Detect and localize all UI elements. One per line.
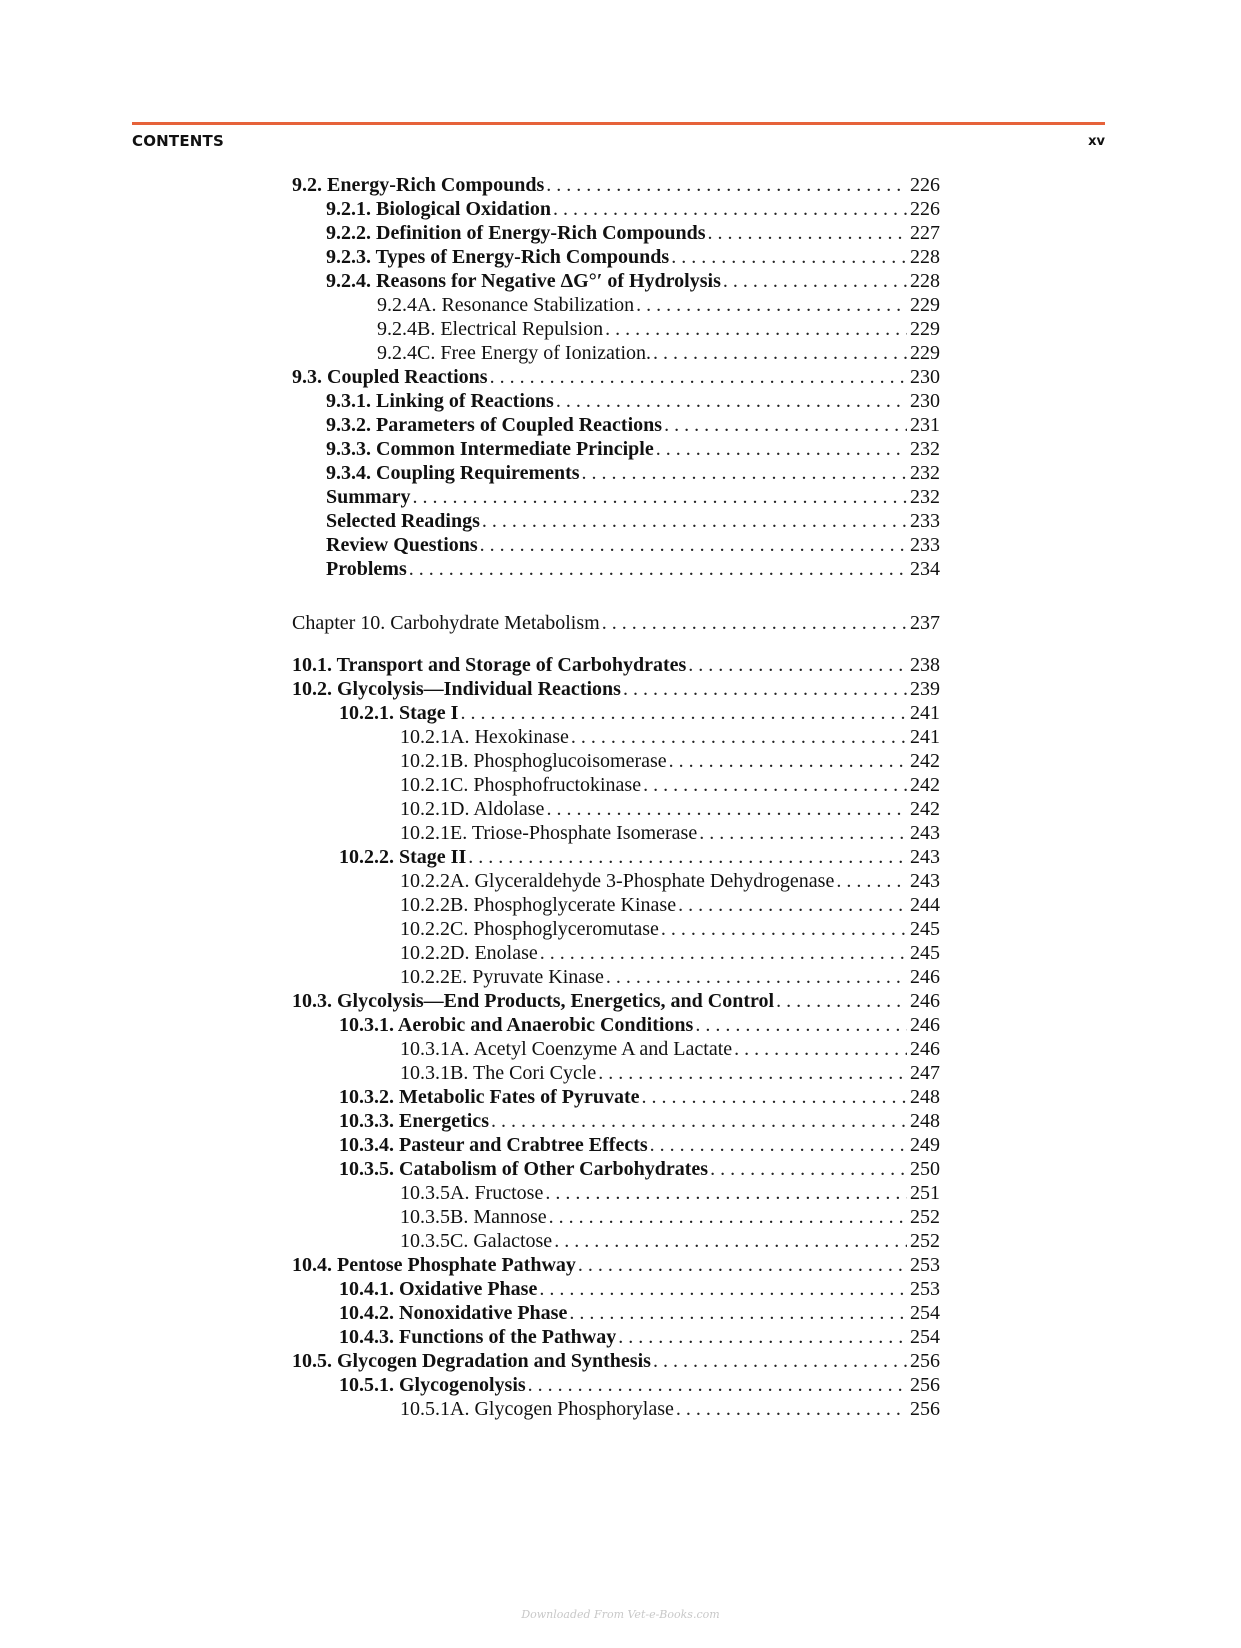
toc-entry-title: 9.3.2. Parameters of Coupled Reactions [326,414,663,436]
toc-entry-title: 10.2.1A. Hexokinase [400,726,569,748]
dot-leader [734,1036,907,1062]
dot-leader [676,1396,907,1422]
dot-leader [480,532,907,558]
toc-entry-title: 10.3.5B. Mannose [400,1206,547,1228]
toc-entry-page: 233 [910,510,940,532]
toc-entry-page: 239 [910,678,940,700]
dot-leader [571,724,907,750]
dot-leader [545,1180,907,1206]
toc-entry [339,1372,940,1398]
toc-entry-title: 10.3.2. Metabolic Fates of Pyruvate [339,1086,640,1108]
toc-entry-page: 227 [910,222,940,244]
toc-entry-title: 10.3.1B. The Cori Cycle [400,1062,597,1084]
toc-entry-title: 9.3.4. Coupling Requirements [326,462,580,484]
dot-leader [836,868,907,894]
toc-entry [326,196,940,222]
toc-entry-title: 9.3.3. Common Intermediate Principle [326,438,654,460]
dot-leader [490,364,907,390]
toc-entry [292,1348,940,1374]
toc-entry-page: 233 [910,534,940,556]
toc-entry [326,220,940,246]
toc-entry [339,1324,940,1350]
toc-entry-title: 10.4. Pentose Phosphate Pathway [292,1254,576,1276]
toc-entry-page: 241 [910,726,940,748]
toc-entry-page: 226 [910,174,940,196]
toc-entry [339,844,940,870]
toc-entry-title: 10.3.5. Catabolism of Other Carbohydrates [339,1158,709,1180]
toc-entry [292,610,940,636]
dot-leader [556,388,907,414]
toc-entry-page: 246 [910,1038,940,1060]
toc-entry-title: 10.5. Glycogen Degradation and Synthesis [292,1350,651,1372]
toc-entry-title: Summary [326,486,411,508]
toc-entry-page: 232 [910,486,940,508]
toc-entry-page: 228 [910,246,940,268]
toc-entry-page: 251 [910,1182,940,1204]
dot-leader [618,1324,907,1350]
toc-entry-title: 10.2.1B. Phosphoglucoisomerase [400,750,667,772]
toc-entry [339,1300,940,1326]
toc-entry [400,1036,940,1062]
toc-entry-page: 254 [910,1326,940,1348]
dot-leader [653,1348,907,1374]
dot-leader [409,556,907,582]
toc-entry [400,820,940,846]
toc-entry-page: 241 [910,702,940,724]
toc-entry [377,340,940,366]
toc-entry-title: 9.2. Energy-Rich Compounds [292,174,545,196]
dot-leader [669,748,907,774]
toc-entry-title: 10.3. Glycolysis—End Products, Energetics, and Control [292,990,775,1012]
toc-entry [326,556,940,582]
dot-leader [602,610,907,636]
toc-entry-page: 246 [910,1014,940,1036]
dot-leader [460,700,907,726]
dot-leader [546,172,907,198]
dot-leader [553,196,907,222]
toc-entry-page: 243 [910,846,940,868]
toc-entry-title: 9.3. Coupled Reactions [292,366,488,388]
dot-leader [710,1156,907,1182]
toc-entry-title: 10.2.2E. Pyruvate Kinase [400,966,604,988]
toc-entry-title: 9.3.1. Linking of Reactions [326,390,554,412]
toc-entry-title: 10.2.2A. Glyceraldehyde 3-Phosphate Dehydrogenase [400,870,835,892]
toc-entry-title: 10.5.1. Glycogenolysis [339,1374,526,1396]
toc-entry [339,700,940,726]
toc-entry-page: 249 [910,1134,940,1156]
dot-leader [664,412,907,438]
toc-entry-title: 10.3.1. Aerobic and Anaerobic Conditions [339,1014,694,1036]
toc-entry [400,1396,940,1422]
dot-leader [468,844,907,870]
toc-entry [292,172,940,198]
dot-leader [482,508,907,534]
toc-entry-title: 10.2.1E. Triose-Phosphate Isomerase [400,822,698,844]
toc-entry-page: 231 [910,414,940,436]
dot-leader [539,1276,907,1302]
toc-entry-page: 254 [910,1302,940,1324]
watermark: Downloaded From Vet-e-Books.com [521,1608,720,1621]
toc-entry-page: 253 [910,1278,940,1300]
running-head: CONTENTS [132,132,224,150]
toc-entry [326,436,940,462]
toc-entry [400,724,940,750]
dot-leader [661,916,907,942]
dot-leader [528,1372,907,1398]
toc-entry-title: 10.2. Glycolysis—Individual Reactions [292,678,621,700]
toc-entry-page: 243 [910,822,940,844]
toc-entry-page: 234 [910,558,940,580]
toc-entry-page: 229 [910,294,940,316]
dot-leader [723,268,907,294]
dot-leader [605,316,907,342]
dot-leader [606,964,907,990]
toc-entry-title: 9.2.1. Biological Oxidation [326,198,552,220]
toc-entry [292,652,940,678]
toc-entry [326,412,940,438]
toc-entry-page: 246 [910,990,940,1012]
dot-leader [707,220,907,246]
toc-entry-title: 10.4.3. Functions of the Pathway [339,1326,617,1348]
toc-entry-page: 229 [910,318,940,340]
toc-entry [326,508,940,534]
toc-entry-page: 230 [910,390,940,412]
toc-entry-title: 10.2.2C. Phosphoglyceromutase [400,918,659,940]
toc-entry-title: 10.3.5A. Fructose [400,1182,544,1204]
toc-entry-page: 248 [910,1086,940,1108]
dot-leader [643,772,907,798]
toc-entry [400,1204,940,1230]
toc-entry [400,1180,940,1206]
toc-entry [326,244,940,270]
toc-entry-page: 229 [910,342,940,364]
toc-entry-page: 230 [910,366,940,388]
toc-entry-title: 10.1. Transport and Storage of Carbohydrates [292,654,687,676]
toc-entry [400,748,940,774]
toc-entry [400,916,940,942]
toc-entry-page: 242 [910,750,940,772]
dot-leader [491,1108,907,1134]
toc-entry-page: 247 [910,1062,940,1084]
toc-entry-title: 10.5.1A. Glycogen Phosphorylase [400,1398,674,1420]
dot-leader [549,1204,907,1230]
page-number: xv [1088,134,1105,149]
toc-entry-page: 256 [910,1350,940,1372]
toc-entry-title: 10.2.1D. Aldolase [400,798,545,820]
toc-entry-title: 10.3.3. Energetics [339,1110,489,1132]
toc-entry [326,484,940,510]
dot-leader [641,1084,907,1110]
toc-entry [400,892,940,918]
dot-leader [569,1300,907,1326]
toc-entry-title: 9.2.4. Reasons for Negative ΔG°′ of Hydrolysis [326,270,721,292]
toc-entry [400,1228,940,1254]
dot-leader [699,820,907,846]
dot-leader [540,940,907,966]
dot-leader [656,436,907,462]
toc-entry-title: 10.2.1. Stage I [339,702,459,724]
toc-entry-title: 10.4.1. Oxidative Phase [339,1278,538,1300]
dot-leader [678,892,907,918]
dot-leader [578,1252,907,1278]
dot-leader [695,1012,907,1038]
toc-entry [326,460,940,486]
toc-entry [292,364,940,390]
toc-entry-title: Problems [326,558,407,580]
toc-entry [339,1156,940,1182]
toc-entry [326,268,940,294]
toc-entry-page: 228 [910,270,940,292]
dot-leader [582,460,907,486]
toc-entry [339,1132,940,1158]
toc-entry-page: 238 [910,654,940,676]
toc-entry-page: 242 [910,774,940,796]
toc-entry-page: 245 [910,918,940,940]
toc-entry-title: Chapter 10. Carbohydrate Metabolism [292,612,600,634]
toc-entry [292,988,940,1014]
toc-entry [326,532,940,558]
toc-entry-page: 237 [910,612,940,634]
toc-entry-title: 10.3.5C. Galactose [400,1230,553,1252]
toc-entry-title: 9.2.4A. Resonance Stabilization [377,294,635,316]
dot-leader [650,1132,907,1158]
toc-entry-page: 226 [910,198,940,220]
toc-entry-page: 232 [910,438,940,460]
toc-entry-page: 244 [910,894,940,916]
toc-entry-page: 242 [910,798,940,820]
dot-leader [636,292,907,318]
toc-entry-page: 250 [910,1158,940,1180]
toc-entry-page: 243 [910,870,940,892]
dot-leader [546,796,907,822]
toc-entry [326,388,940,414]
toc-entry-page: 246 [910,966,940,988]
toc-entry [400,868,940,894]
dot-leader [623,676,907,702]
toc-entry-title: 9.2.4C. Free Energy of Ionization. [377,342,652,364]
toc-entry [339,1084,940,1110]
toc-entry [400,796,940,822]
toc-entry [400,772,940,798]
toc-entry-title: 10.2.2B. Phosphoglycerate Kinase [400,894,677,916]
toc-entry-title: 10.3.1A. Acetyl Coenzyme A and Lactate [400,1038,733,1060]
toc-entry-title: 10.3.4. Pasteur and Crabtree Effects [339,1134,648,1156]
toc-entry-page: 248 [910,1110,940,1132]
toc-entry [377,292,940,318]
toc-entry-title: 10.4.2. Nonoxidative Phase [339,1302,568,1324]
toc-entry-title: Selected Readings [326,510,480,532]
toc-entry [400,940,940,966]
toc-entry-title: 9.2.2. Definition of Energy-Rich Compounds [326,222,706,244]
toc-entry [400,964,940,990]
toc-entry [292,676,940,702]
toc-entry-page: 256 [910,1398,940,1420]
toc-entry-page: 256 [910,1374,940,1396]
dot-leader [688,652,907,678]
toc-entry-page: 245 [910,942,940,964]
dot-leader [653,340,907,366]
toc-entry [339,1012,940,1038]
toc-entry-title: Review Questions [326,534,478,556]
dot-leader [412,484,907,510]
dot-leader [598,1060,907,1086]
toc-entry-title: 9.2.4B. Electrical Repulsion [377,318,604,340]
toc-entry [292,1252,940,1278]
toc-entry-title: 10.2.2D. Enolase [400,942,538,964]
dot-leader [671,244,907,270]
toc-entry-page: 253 [910,1254,940,1276]
toc-entry [339,1108,940,1134]
toc-entry [377,316,940,342]
toc-entry-title: 9.2.3. Types of Energy-Rich Compounds [326,246,670,268]
toc-entry [339,1276,940,1302]
toc-entry [400,1060,940,1086]
dot-leader [554,1228,907,1254]
dot-leader [776,988,907,1014]
toc-entry-title: 10.2.2. Stage II [339,846,467,868]
toc-entry-page: 252 [910,1206,940,1228]
toc-entry-title: 10.2.1C. Phosphofructokinase [400,774,642,796]
toc-entry-page: 252 [910,1230,940,1252]
toc-entry-page: 232 [910,462,940,484]
